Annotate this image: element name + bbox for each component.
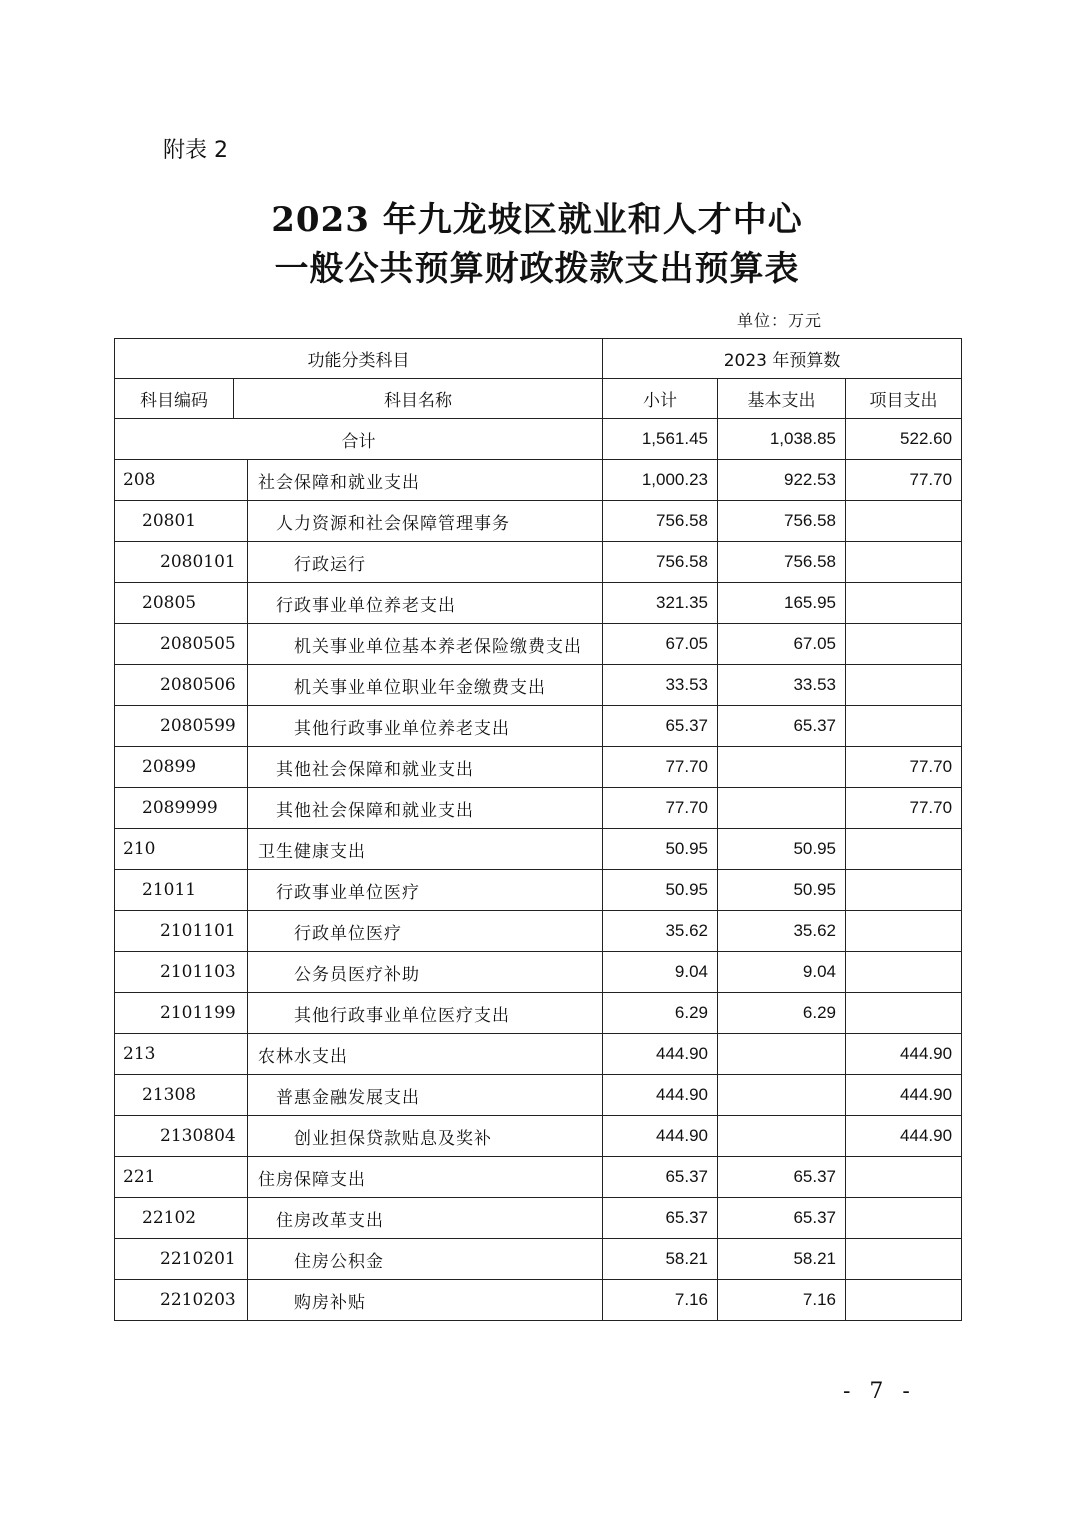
row-code: 210 <box>115 829 248 870</box>
row-code: 21011 <box>115 870 248 911</box>
total-project: 522.60 <box>846 419 962 460</box>
table-row <box>115 788 962 829</box>
row-basic: 33.53 <box>718 665 846 706</box>
table-row <box>115 993 962 1034</box>
header-functional-category: 功能分类科目 <box>115 339 603 379</box>
table-row <box>115 1034 962 1075</box>
row-code: 20801 <box>115 501 248 542</box>
row-project <box>846 624 962 665</box>
total-row <box>115 419 962 460</box>
table-row <box>115 747 962 788</box>
row-name: 其他行政事业单位医疗支出 <box>248 993 603 1034</box>
row-project <box>846 583 962 624</box>
row-code: 20805 <box>115 583 248 624</box>
row-subtotal: 65.37 <box>603 706 718 747</box>
row-basic <box>718 788 846 829</box>
header-project: 项目支出 <box>846 379 962 419</box>
row-basic: 65.37 <box>718 1198 846 1239</box>
row-subtotal: 65.37 <box>603 1198 718 1239</box>
row-subtotal: 33.53 <box>603 665 718 706</box>
row-project <box>846 993 962 1034</box>
row-subtotal: 77.70 <box>603 747 718 788</box>
row-subtotal: 67.05 <box>603 624 718 665</box>
row-basic: 6.29 <box>718 993 846 1034</box>
row-name: 人力资源和社会保障管理事务 <box>248 501 603 542</box>
row-name: 创业担保贷款贴息及奖补 <box>248 1116 603 1157</box>
row-code: 208 <box>115 460 248 501</box>
row-name: 其他社会保障和就业支出 <box>248 747 603 788</box>
row-name: 机关事业单位职业年金缴费支出 <box>248 665 603 706</box>
table-row <box>115 542 962 583</box>
row-code: 20899 <box>115 747 248 788</box>
row-code: 2089999 <box>115 788 248 829</box>
row-name: 行政单位医疗 <box>248 911 603 952</box>
row-basic <box>718 747 846 788</box>
row-project <box>846 501 962 542</box>
row-code: 2080101 <box>115 542 248 583</box>
table-row <box>115 952 962 993</box>
row-project: 444.90 <box>846 1075 962 1116</box>
row-project <box>846 829 962 870</box>
row-code: 2080505 <box>115 624 248 665</box>
table-row <box>115 460 962 501</box>
row-subtotal: 7.16 <box>603 1280 718 1321</box>
row-code: 221 <box>115 1157 248 1198</box>
table-row <box>115 583 962 624</box>
row-name: 行政事业单位养老支出 <box>248 583 603 624</box>
row-project: 444.90 <box>846 1116 962 1157</box>
row-project <box>846 1157 962 1198</box>
table-row <box>115 1198 962 1239</box>
row-name: 购房补贴 <box>248 1280 603 1321</box>
row-project <box>846 706 962 747</box>
row-subtotal: 444.90 <box>603 1075 718 1116</box>
row-basic: 50.95 <box>718 870 846 911</box>
row-code: 2210203 <box>115 1280 248 1321</box>
row-code: 2080599 <box>115 706 248 747</box>
row-basic <box>718 1116 846 1157</box>
header-code: 科目编码 <box>115 379 234 419</box>
row-basic: 65.37 <box>718 1157 846 1198</box>
row-subtotal: 444.90 <box>603 1034 718 1075</box>
row-project <box>846 870 962 911</box>
table-row <box>115 911 962 952</box>
row-basic: 65.37 <box>718 706 846 747</box>
table-row <box>115 1280 962 1321</box>
row-basic: 35.62 <box>718 911 846 952</box>
row-project <box>846 1280 962 1321</box>
row-code: 2101199 <box>115 993 248 1034</box>
row-subtotal: 9.04 <box>603 952 718 993</box>
row-name: 住房改革支出 <box>248 1198 603 1239</box>
row-subtotal: 756.58 <box>603 542 718 583</box>
row-name: 社会保障和就业支出 <box>248 460 603 501</box>
row-name: 其他社会保障和就业支出 <box>248 788 603 829</box>
row-name: 农林水支出 <box>248 1034 603 1075</box>
row-project: 444.90 <box>846 1034 962 1075</box>
row-subtotal: 321.35 <box>603 583 718 624</box>
row-project: 77.70 <box>846 747 962 788</box>
row-name: 住房保障支出 <box>248 1157 603 1198</box>
row-basic: 9.04 <box>718 952 846 993</box>
row-basic <box>718 1034 846 1075</box>
row-project: 77.70 <box>846 788 962 829</box>
row-name: 卫生健康支出 <box>248 829 603 870</box>
table-row <box>115 706 962 747</box>
header-row-2 <box>115 379 962 419</box>
table-row <box>115 624 962 665</box>
row-basic: 165.95 <box>718 583 846 624</box>
row-code: 213 <box>115 1034 248 1075</box>
table-row <box>115 870 962 911</box>
row-name: 住房公积金 <box>248 1239 603 1280</box>
row-code: 2101101 <box>115 911 248 952</box>
total-subtotal: 1,561.45 <box>603 419 718 460</box>
row-name: 公务员医疗补助 <box>248 952 603 993</box>
header-subtotal: 小计 <box>603 379 718 419</box>
row-subtotal: 58.21 <box>603 1239 718 1280</box>
row-name: 行政事业单位医疗 <box>248 870 603 911</box>
row-basic: 50.95 <box>718 829 846 870</box>
row-subtotal: 444.90 <box>603 1116 718 1157</box>
unit-label: 单位：万元 <box>737 311 823 330</box>
table-row <box>115 1239 962 1280</box>
row-subtotal: 35.62 <box>603 911 718 952</box>
row-basic: 67.05 <box>718 624 846 665</box>
row-subtotal: 50.95 <box>603 870 718 911</box>
row-project <box>846 1239 962 1280</box>
budget-table-body <box>115 460 962 1321</box>
table-row <box>115 829 962 870</box>
row-name: 其他行政事业单位养老支出 <box>248 706 603 747</box>
table-row <box>115 1157 962 1198</box>
total-label: 合计 <box>115 419 603 460</box>
row-basic: 756.58 <box>718 501 846 542</box>
table-row <box>115 1116 962 1157</box>
row-name: 普惠金融发展支出 <box>248 1075 603 1116</box>
table-row <box>115 501 962 542</box>
row-name: 机关事业单位基本养老保险缴费支出 <box>248 624 603 665</box>
row-project <box>846 911 962 952</box>
page-title-line2: 一般公共预算财政拨款支出预算表 <box>274 249 800 289</box>
row-subtotal: 50.95 <box>603 829 718 870</box>
budget-table <box>114 338 962 1321</box>
row-code: 22102 <box>115 1198 248 1239</box>
row-code: 21308 <box>115 1075 248 1116</box>
row-subtotal: 65.37 <box>603 1157 718 1198</box>
row-project <box>846 665 962 706</box>
row-subtotal: 1,000.23 <box>603 460 718 501</box>
header-basic: 基本支出 <box>718 379 846 419</box>
row-code: 2101103 <box>115 952 248 993</box>
row-subtotal: 756.58 <box>603 501 718 542</box>
row-code: 2080506 <box>115 665 248 706</box>
row-subtotal: 6.29 <box>603 993 718 1034</box>
row-project <box>846 1198 962 1239</box>
row-basic <box>718 1075 846 1116</box>
header-budget-2023: 2023 年预算数 <box>603 339 962 379</box>
attachment-label: 附表 2 <box>163 138 228 163</box>
page-number: - 7 - <box>843 1379 916 1404</box>
row-basic: 756.58 <box>718 542 846 583</box>
table-row <box>115 1075 962 1116</box>
table-row <box>115 665 962 706</box>
row-basic: 58.21 <box>718 1239 846 1280</box>
header-row-1 <box>115 339 962 379</box>
total-basic: 1,038.85 <box>718 419 846 460</box>
row-basic: 922.53 <box>718 460 846 501</box>
row-project <box>846 542 962 583</box>
row-project: 77.70 <box>846 460 962 501</box>
row-subtotal: 77.70 <box>603 788 718 829</box>
row-code: 2210201 <box>115 1239 248 1280</box>
row-name: 行政运行 <box>248 542 603 583</box>
page-title-line1: 2023 年九龙坡区就业和人才中心 <box>271 200 803 240</box>
row-code: 2130804 <box>115 1116 248 1157</box>
row-project <box>846 952 962 993</box>
header-name: 科目名称 <box>234 379 603 419</box>
row-basic: 7.16 <box>718 1280 846 1321</box>
